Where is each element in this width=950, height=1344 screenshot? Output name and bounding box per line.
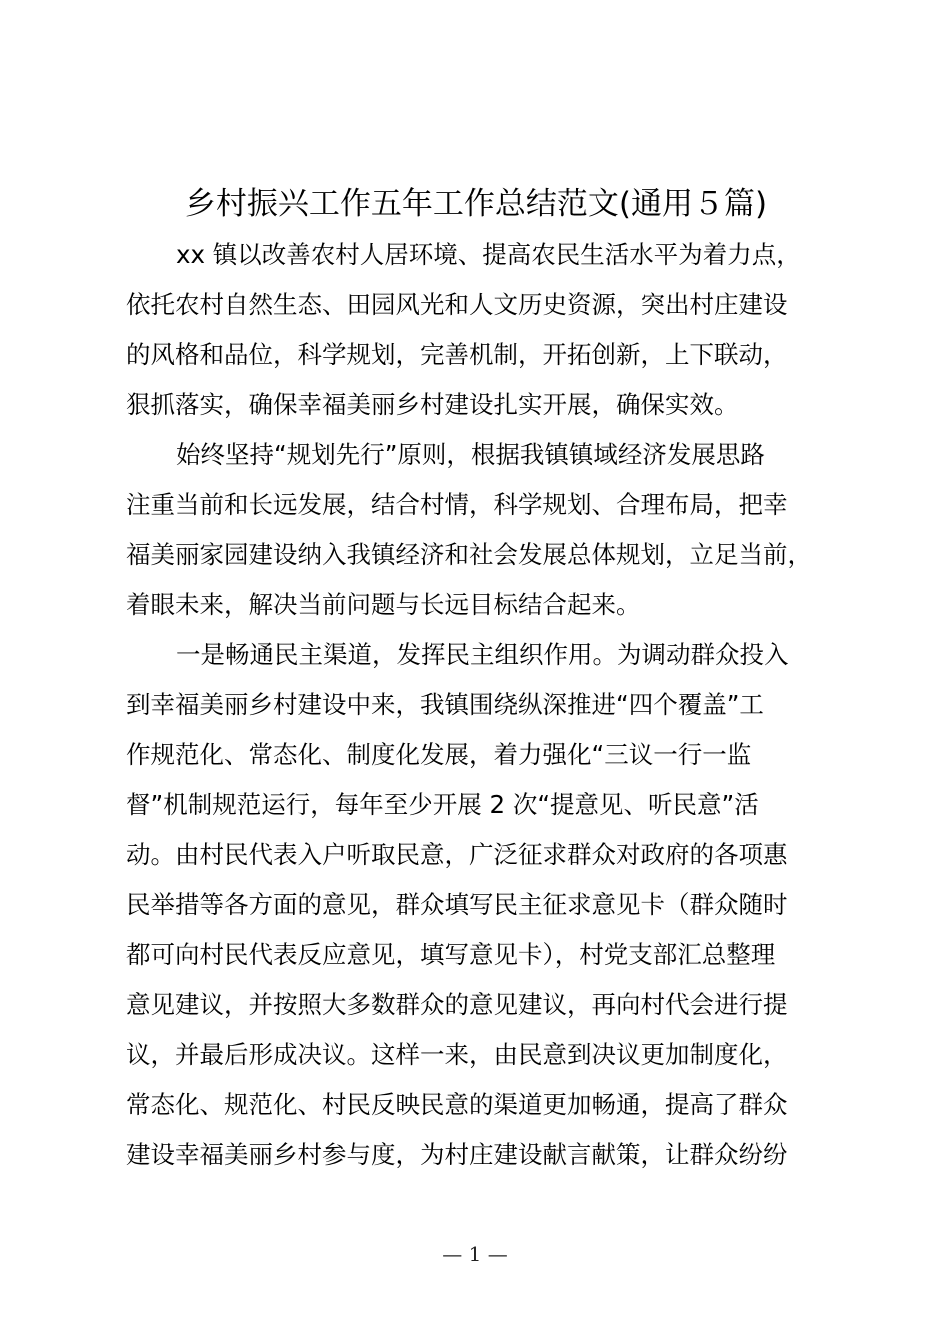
paragraph-2 [126,430,856,630]
paragraph-line: 作规范化、常态化、制度化发展，着力强化“三议一行一监 [126,740,752,769]
paragraph-line: 福美丽家园建设纳入我镇经济和社会发展总体规划，立足当前， [126,540,812,569]
paragraph-1 [126,230,856,430]
page-number: — 1 — [442,1242,508,1266]
paragraph-line: 着眼未来，解决当前问题与长远目标结合起来。 [126,590,641,619]
paragraph-line: 狠抓落实，确保幸福美丽乡村建设扎实开展，确保实效。 [126,390,739,419]
paragraph-line: 始终坚持“规划先行”原则，根据我镇镇域经济发展思路 [176,440,765,469]
paragraph-line: 督”机制规范运行，每年至少开展 2 次“提意见、听民意”活 [126,790,759,819]
paragraph-line: 意见建议，并按照大多数群众的意见建议，再向村代会进行提 [126,990,788,1019]
paragraph-line: 的风格和品位，科学规划，完善机制，开拓创新，上下联动， [126,340,788,369]
paragraph-line: 依托农村自然生态、田园风光和人文历史资源，突出村庄建设 [126,290,788,319]
paragraph-line: 到幸福美丽乡村建设中来，我镇围绕纵深推进“四个覆盖”工 [126,690,764,719]
paragraph-line: 一是畅通民主渠道，发挥民主组织作用。为调动群众投入 [176,640,789,669]
paragraph-line: 动。由村民代表入户听取民意，广泛征求群众对政府的各项惠 [126,840,788,869]
document-title: 乡村振兴工作五年工作总结范文(通用５篇) [184,186,768,222]
paragraph-line: 议，并最后形成决议。这样一来，由民意到决议更加制度化， [126,1040,788,1069]
paragraph-line: 建设幸福美丽乡村参与度，为村庄建设献言献策，让群众纷纷 [126,1140,788,1169]
paragraph-line: 注重当前和长远发展，结合村情，科学规划、合理布局，把幸 [126,490,788,519]
paragraph-line: xx 镇以改善农村人居环境、提高农民生活水平为着力点， [176,240,801,269]
paragraph-3 [126,630,856,1180]
paragraph-line: 都可向村民代表反应意见，填写意见卡），村党支部汇总整理 [126,940,776,969]
paragraph-line: 民举措等各方面的意见，群众填写民主征求意见卡（群众随时 [126,890,788,919]
paragraph-line: 常态化、规范化、村民反映民意的渠道更加畅通，提高了群众 [126,1090,788,1119]
